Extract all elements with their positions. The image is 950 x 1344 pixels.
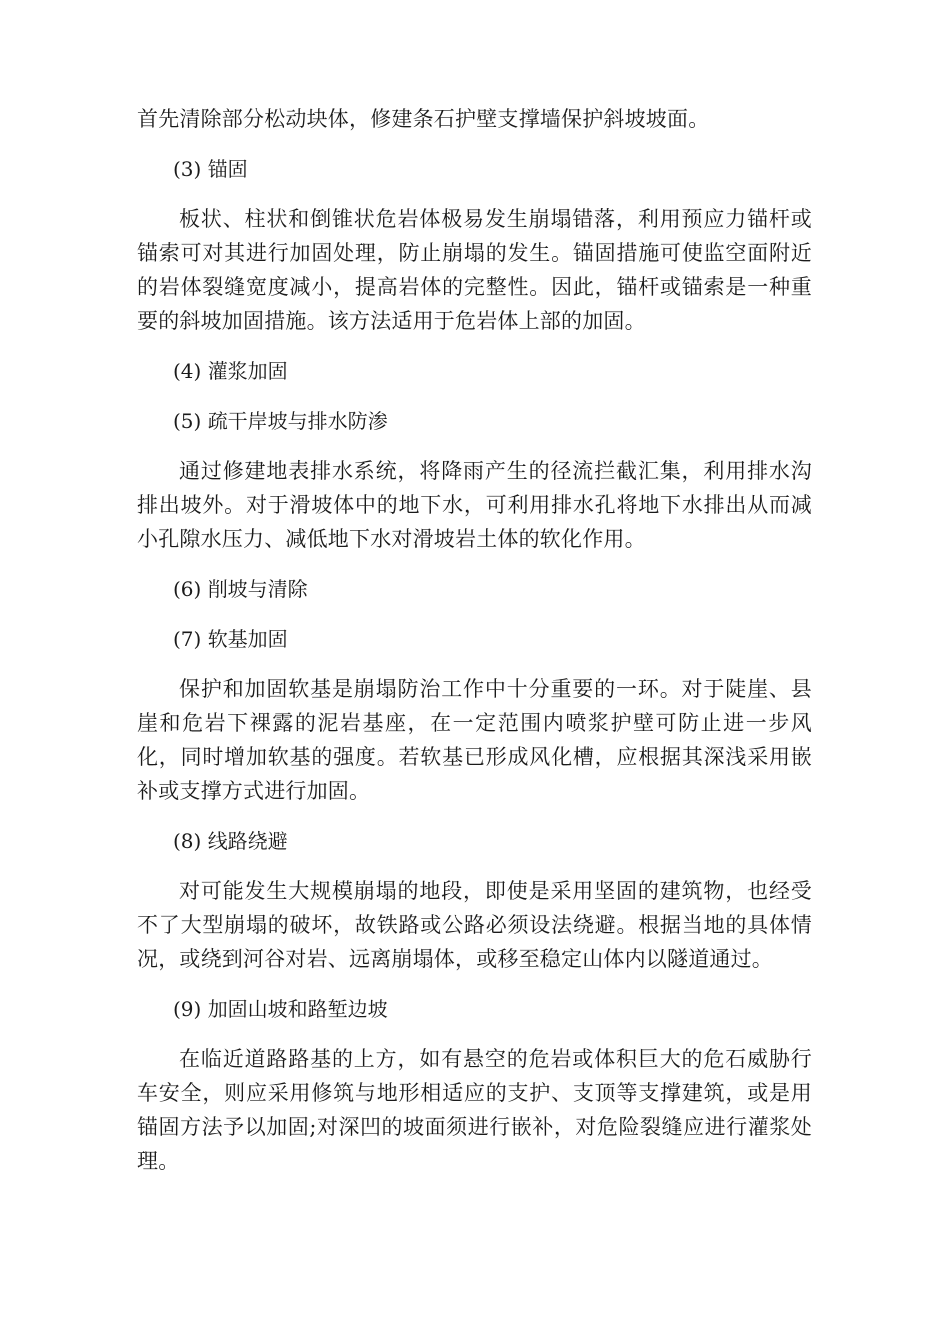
paragraph-slope-reinforcement: 在临近道路路基的上方，如有悬空的危岩或体积巨大的危石威胁行车安全，则应采用修筑与地形相适应的支护、支顶等支撑建筑，或是用锚固方法予以加固;对深凹的坡面须进行嵌补，对危险裂缝应进行灌浆处理。 — [137, 1047, 812, 1173]
paragraph-soft-base: 保护和加固软基是崩塌防治工作中十分重要的一环。对于陡崖、县崖和危岩下裸露的泥岩基座，在一定范围内喷浆护壁可防止进一步风化，同时增加软基的强度。若软基已形成风化槽，应根据其深浅采用嵌补或支撑方式进行加固。 — [137, 677, 812, 803]
heading-slope-reinforcement: (9) 加固山坡和路堑边坡 — [173, 997, 388, 1021]
heading-soft-base: (7) 软基加固 — [173, 627, 288, 651]
paragraph-anchoring: 板状、柱状和倒锥状危岩体极易发生崩塌错落，利用预应力锚杆或锚索可对其进行加固处理，防止崩塌的发生。锚固措施可使监空面附近的岩体裂缝宽度减小，提高岩体的完整性。因此，锚杆或锚索是一种重要的斜坡加固措施。该方法适用于危岩体上部的加固。 — [137, 207, 812, 333]
heading-anchoring: (3) 锚固 — [173, 157, 248, 181]
heading-slope-cutting: (6) 削坡与清除 — [173, 577, 308, 601]
heading-route-avoidance: (8) 线路绕避 — [173, 829, 288, 853]
heading-drainage: (5) 疏干岸坡与排水防渗 — [173, 409, 388, 433]
paragraph-intro: 首先清除部分松动块体，修建条石护壁支撑墙保护斜坡坡面。 — [137, 107, 710, 131]
heading-grouting: (4) 灌浆加固 — [173, 359, 288, 383]
document-body — [137, 102, 812, 1178]
paragraph-route-avoidance: 对可能发生大规模崩塌的地段，即使是采用坚固的建筑物，也经受不了大型崩塌的破坏，故铁路或公路必须设法绕避。根据当地的具体情况，或绕到河谷对岩、远离崩塌体，或移至稳定山体内以隧道通过。 — [137, 879, 812, 971]
paragraph-drainage: 通过修建地表排水系统，将降雨产生的径流拦截汇集，利用排水沟排出坡外。对于滑坡体中的地下水，可利用排水孔将地下水排出从而减小孔隙水压力、减低地下水对滑坡岩土体的软化作用。 — [137, 459, 812, 551]
